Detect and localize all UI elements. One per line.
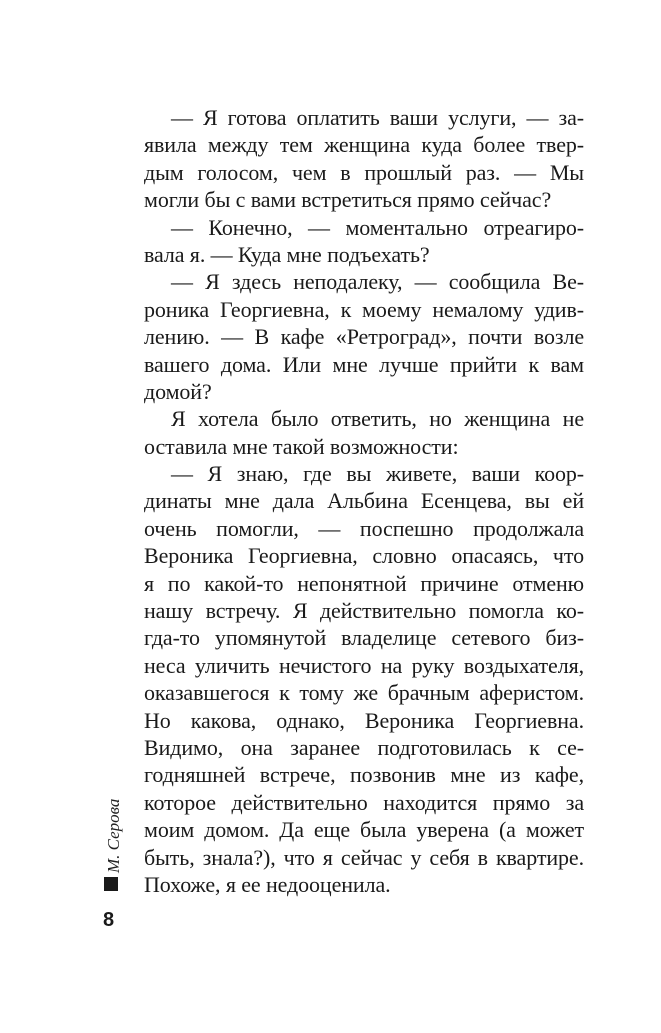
text-line: Видимо, она заранее подготовилась к се-: [144, 734, 584, 760]
body-text: [144, 104, 584, 898]
text-line: могли бы с вами встретиться прямо сейчас?: [144, 187, 552, 213]
text-line: — Я знаю, где вы живете, ваши коор-: [171, 461, 584, 487]
text-line: роника Георгиевна, к моему немалому удив-: [144, 296, 584, 322]
text-line: лению. — В кафе «Ретроград», почти возле: [144, 324, 584, 350]
text-line: оказавшегося к тому же брачным аферистом.: [144, 680, 584, 706]
square-marker-icon: [104, 877, 118, 891]
text-line: дым голосом, чем в прошлый раз. — Мы: [144, 159, 584, 185]
text-line: Вероника Георгиевна, словно опасаясь, что: [144, 543, 584, 569]
text-line: моим домом. Да еще была уверена (а может: [144, 817, 584, 843]
text-line: Я хотела было ответить, но женщина не: [171, 406, 584, 432]
text-line: Похоже, я ее недооценила.: [144, 871, 391, 897]
text-line: явила между тем женщина куда более твер-: [144, 132, 584, 158]
text-line: динаты мне дала Альбина Есенцева, вы ей: [144, 488, 584, 514]
text-line: Но какова, однако, Вероника Георгиевна.: [144, 707, 584, 733]
text-line: вала я. — Куда мне подъехать?: [144, 241, 430, 267]
running-head-author: М. Серова: [104, 798, 123, 873]
text-line: оставила мне такой возможности:: [144, 433, 459, 459]
text-line: неса уличить нечистого на руку воздыхателя,: [144, 652, 584, 678]
text-line: я по какой-то непонятной причине отменю: [144, 570, 584, 596]
text-line: домой?: [144, 378, 212, 404]
page-number: 8: [103, 909, 115, 931]
text-line: очень помогли, — поспешно продолжала: [144, 515, 584, 541]
text-line: вашего дома. Или мне лучше прийти к вам: [144, 351, 584, 377]
text-line: — Конечно, — моментально отреагиро-: [171, 214, 584, 240]
text-line: — Я здесь неподалеку, — сообщила Ве-: [171, 269, 584, 295]
text-line: гда-то упомянутой владелице сетевого биз-: [144, 625, 584, 651]
text-line: которое действительно находится прямо за: [144, 789, 584, 815]
text-line: быть, знала?), что я сейчас у себя в квартире.: [144, 844, 584, 870]
text-line: — Я готова оплатить ваши услуги, — за-: [171, 105, 584, 130]
text-line: годняшней встрече, позвонив мне из кафе,: [144, 762, 584, 788]
text-line: нашу встречу. Я действительно помогла ко-: [144, 598, 584, 624]
